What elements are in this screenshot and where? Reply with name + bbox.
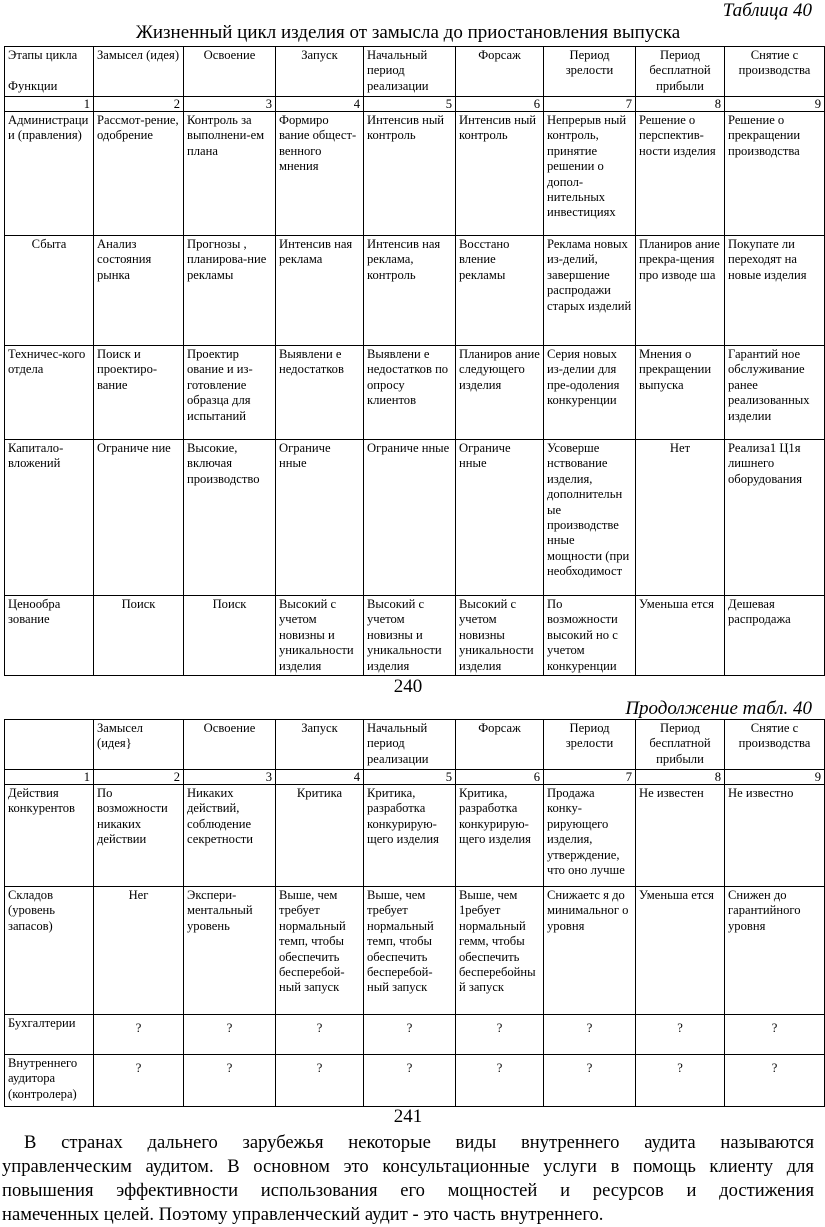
table-cell: ? xyxy=(364,1015,456,1055)
table-cell: ? xyxy=(725,1055,825,1107)
column-number: 1 xyxy=(5,97,94,112)
table-cell: Выше, чем требует нормальный темп, чтобы обеспечить бесперебой-ный запуск xyxy=(276,887,364,1015)
table-cell: По возможности высокий но с учетом конкуренции xyxy=(544,596,636,676)
table-cell: Не известно xyxy=(725,785,825,887)
table-cell: ? xyxy=(456,1015,544,1055)
table-cell: Интенсив ная реклама, контроль xyxy=(364,236,456,346)
column-number: 8 xyxy=(636,97,725,112)
stage-header: Форсаж xyxy=(456,47,544,97)
table-cell: ? xyxy=(276,1055,364,1107)
stage-header: Снятие с производства xyxy=(725,720,825,770)
paragraph-line: намеченных целей. Поэтому управленческий аудит - это часть внутреннего. xyxy=(2,1204,604,1225)
column-number: 6 xyxy=(456,770,544,785)
table-cell: Выше, чем требует нормальный темп, чтобы обеспечить бесперебой-ный запуск xyxy=(364,887,456,1015)
table-cell: Реализа1 Ц1я лишнего оборудования xyxy=(725,440,825,596)
stage-header: Запуск xyxy=(276,47,364,97)
stage-header: Форсаж xyxy=(456,720,544,770)
stage-header: Снятие с производства xyxy=(725,47,825,97)
column-number: 7 xyxy=(544,770,636,785)
function-cell: Внутреннего аудитора (контролера) xyxy=(5,1055,94,1107)
table-row xyxy=(5,440,825,596)
table-cell: ? xyxy=(725,1015,825,1055)
table-row xyxy=(5,112,825,236)
function-cell: Капитало-вложений xyxy=(5,440,94,596)
table-cell: Дешевая распродажа xyxy=(725,596,825,676)
page-number-241: 241 xyxy=(393,1106,423,1127)
column-number: 7 xyxy=(544,97,636,112)
column-number: 6 xyxy=(456,97,544,112)
column-number-row xyxy=(5,770,825,785)
function-cell: Сбыта xyxy=(5,236,94,346)
table-title: Жизненный цикл изделия от замысла до приостановления выпуска xyxy=(135,22,681,43)
table-cell: ? xyxy=(276,1015,364,1055)
column-number: 3 xyxy=(184,770,276,785)
table-cell: Ограниче нные xyxy=(456,440,544,596)
table-cell: Поиск и проектиро-вание xyxy=(94,346,184,440)
table-cell: Контроль за выполнени-ем плана xyxy=(184,112,276,236)
table-cell: Интенсив ный контроль xyxy=(456,112,544,236)
column-number: 9 xyxy=(725,770,825,785)
table-cell: ? xyxy=(184,1015,276,1055)
table-row xyxy=(5,1015,825,1055)
table-cell: Восстано вление рекламы xyxy=(456,236,544,346)
column-number-row xyxy=(5,97,825,112)
table-cell: ? xyxy=(364,1055,456,1107)
table-cell: Реклама новых из-делий, завершение распродажи старых изделий xyxy=(544,236,636,346)
table-cell: ? xyxy=(184,1055,276,1107)
stage-header: Освоение xyxy=(184,720,276,770)
stage-header: Начальный период реализации xyxy=(364,47,456,97)
life-cycle-table xyxy=(4,46,825,676)
column-number: 5 xyxy=(364,770,456,785)
table-cell: Высокий с учетом новизны уникальности изделия xyxy=(456,596,544,676)
table-row xyxy=(5,1055,825,1107)
column-number: 8 xyxy=(636,770,725,785)
table-cell: Интенсив ный контроль xyxy=(364,112,456,236)
table-label: Таблица 40 xyxy=(722,0,812,21)
table-cell: ? xyxy=(544,1015,636,1055)
paragraph-line: В странах дальнего зарубежья некоторые виды внутреннего аудита называются xyxy=(24,1132,814,1153)
table-header-row xyxy=(5,720,825,770)
column-number: 5 xyxy=(364,97,456,112)
table-cell: Ограниче нные xyxy=(276,440,364,596)
table-cell: Проектир ование и из-готовление образца для испытаний xyxy=(184,346,276,440)
stage-header: Запуск xyxy=(276,720,364,770)
function-cell: Действия конкурентов xyxy=(5,785,94,887)
table-cell: Ограниче нные xyxy=(364,440,456,596)
column-number: 4 xyxy=(276,770,364,785)
table-cell: Интенсив ная реклама xyxy=(276,236,364,346)
table-cell: ? xyxy=(636,1015,725,1055)
table-row xyxy=(5,887,825,1015)
table-cell: Решение о перспектив-ности изделия xyxy=(636,112,725,236)
stage-header: Замысел (идея) xyxy=(94,47,184,97)
table-cell: Никаких действий, соблюдение секретности xyxy=(184,785,276,887)
table-cell: Снижен до гарантийного уровня xyxy=(725,887,825,1015)
table-header-row xyxy=(5,47,825,97)
page-number-240: 240 xyxy=(393,676,423,697)
table-cell: Уменьша ется xyxy=(636,887,725,1015)
table-row xyxy=(5,236,825,346)
table-row xyxy=(5,596,825,676)
table-cell: Покупате ли переходят на новые изделия xyxy=(725,236,825,346)
table-cell: Усоверше нствование изделия, дополнительн ые производстве нные мощности (при необходимост xyxy=(544,440,636,596)
table-cell: ? xyxy=(94,1055,184,1107)
table-cell: Выявлени е недостатков по опросу клиентов xyxy=(364,346,456,440)
table-cell: Высокие, включая производство xyxy=(184,440,276,596)
table-cell: Формиро вание общест-венного мнения xyxy=(276,112,364,236)
body-paragraph xyxy=(2,1131,814,1227)
table-cell: Планиров ание следующего изделия xyxy=(456,346,544,440)
table-cell: Продажа конку-рирующего изделия, утверждение, что оно лучше xyxy=(544,785,636,887)
table-cell: Анализ состояния рынка xyxy=(94,236,184,346)
column-number: 2 xyxy=(94,97,184,112)
table-cell: Выявлени е недостатков xyxy=(276,346,364,440)
table-cell: ? xyxy=(636,1055,725,1107)
table-cell: Серия новых из-делии для пре-одоления конкуренции xyxy=(544,346,636,440)
continuation-label: Продолжение табл. 40 xyxy=(625,698,812,719)
function-cell: Техничес-кого отдела xyxy=(5,346,94,440)
table-cell: Экспери-ментальный уровень xyxy=(184,887,276,1015)
paragraph-line: управленческим аудитом. В основном это консультационные услуги в помощь клиенту для xyxy=(2,1156,814,1177)
stage-header: Период бесплатной прибыли xyxy=(636,47,725,97)
table-cell: Непрерыв ный контроль, принятие решении о допол-нительных инвестициях xyxy=(544,112,636,236)
table-cell: Ограниче ние xyxy=(94,440,184,596)
table-cell: ? xyxy=(94,1015,184,1055)
stage-header: Период бесплатной прибыли xyxy=(636,720,725,770)
table-cell: Гарантий ное обслуживание ранее реализованных изделии xyxy=(725,346,825,440)
table-cell: Не известен xyxy=(636,785,725,887)
table-cell: Поиск xyxy=(94,596,184,676)
table-cell: Рассмот-рение, одобрение xyxy=(94,112,184,236)
table-cell: Критика, разработка конкурирую-щего изделия xyxy=(364,785,456,887)
table-cell: ? xyxy=(456,1055,544,1107)
table-cell: Критика, разработка конкурирую-щего изделия xyxy=(456,785,544,887)
table-cell: По возможности никаких действии xyxy=(94,785,184,887)
table-cell: Критика xyxy=(276,785,364,887)
table-row xyxy=(5,785,825,887)
table-cell: Планиров ание прекра-щения про изводе ша xyxy=(636,236,725,346)
stage-header: Период зрелости xyxy=(544,47,636,97)
corner-stages-label: Этапы цикла xyxy=(8,48,78,62)
column-number: 4 xyxy=(276,97,364,112)
stage-header: Освоение xyxy=(184,47,276,97)
function-cell: Складов (уровень запасов) xyxy=(5,887,94,1015)
function-cell: Бухгалтерии xyxy=(5,1015,94,1055)
column-number: 1 xyxy=(5,770,94,785)
table-cell: Прогнозы , планирова-ние рекламы xyxy=(184,236,276,346)
column-number: 9 xyxy=(725,97,825,112)
table-cell: Уменьша ется xyxy=(636,596,725,676)
table-cell: Нег xyxy=(94,887,184,1015)
function-cell: Администрации (правления) xyxy=(5,112,94,236)
table-row xyxy=(5,346,825,440)
table-cell: Снижаетс я до минимальног о уровня xyxy=(544,887,636,1015)
corner-cell xyxy=(5,720,94,770)
table-cell: Решение о прекращении производства xyxy=(725,112,825,236)
life-cycle-table-continued xyxy=(4,719,825,1107)
table-cell: Выше, чем 1ребует нормальный гемм, чтобы обеспечить бесперебойны й запуск xyxy=(456,887,544,1015)
table-cell: Мнения о прекращении выпуска xyxy=(636,346,725,440)
column-number: 2 xyxy=(94,770,184,785)
paragraph-line: повышения эффективности использования его мощностей и ресурсов и достижения xyxy=(2,1180,814,1201)
table-cell: Нет xyxy=(636,440,725,596)
table-cell: Высокий с учетом новизны и уникальности изделия xyxy=(276,596,364,676)
table-cell: ? xyxy=(544,1055,636,1107)
function-cell: Ценообра зование xyxy=(5,596,94,676)
stage-header: Период зрелости xyxy=(544,720,636,770)
table-cell: Высокий с учетом новизны и уникальности изделия xyxy=(364,596,456,676)
stage-header: Начальный период реализации xyxy=(364,720,456,770)
stage-header: Замысел (идея} xyxy=(94,720,184,770)
table-cell: Поиск xyxy=(184,596,276,676)
corner-cell xyxy=(5,47,94,97)
corner-functions-label: Функции xyxy=(8,79,58,94)
column-number: 3 xyxy=(184,97,276,112)
